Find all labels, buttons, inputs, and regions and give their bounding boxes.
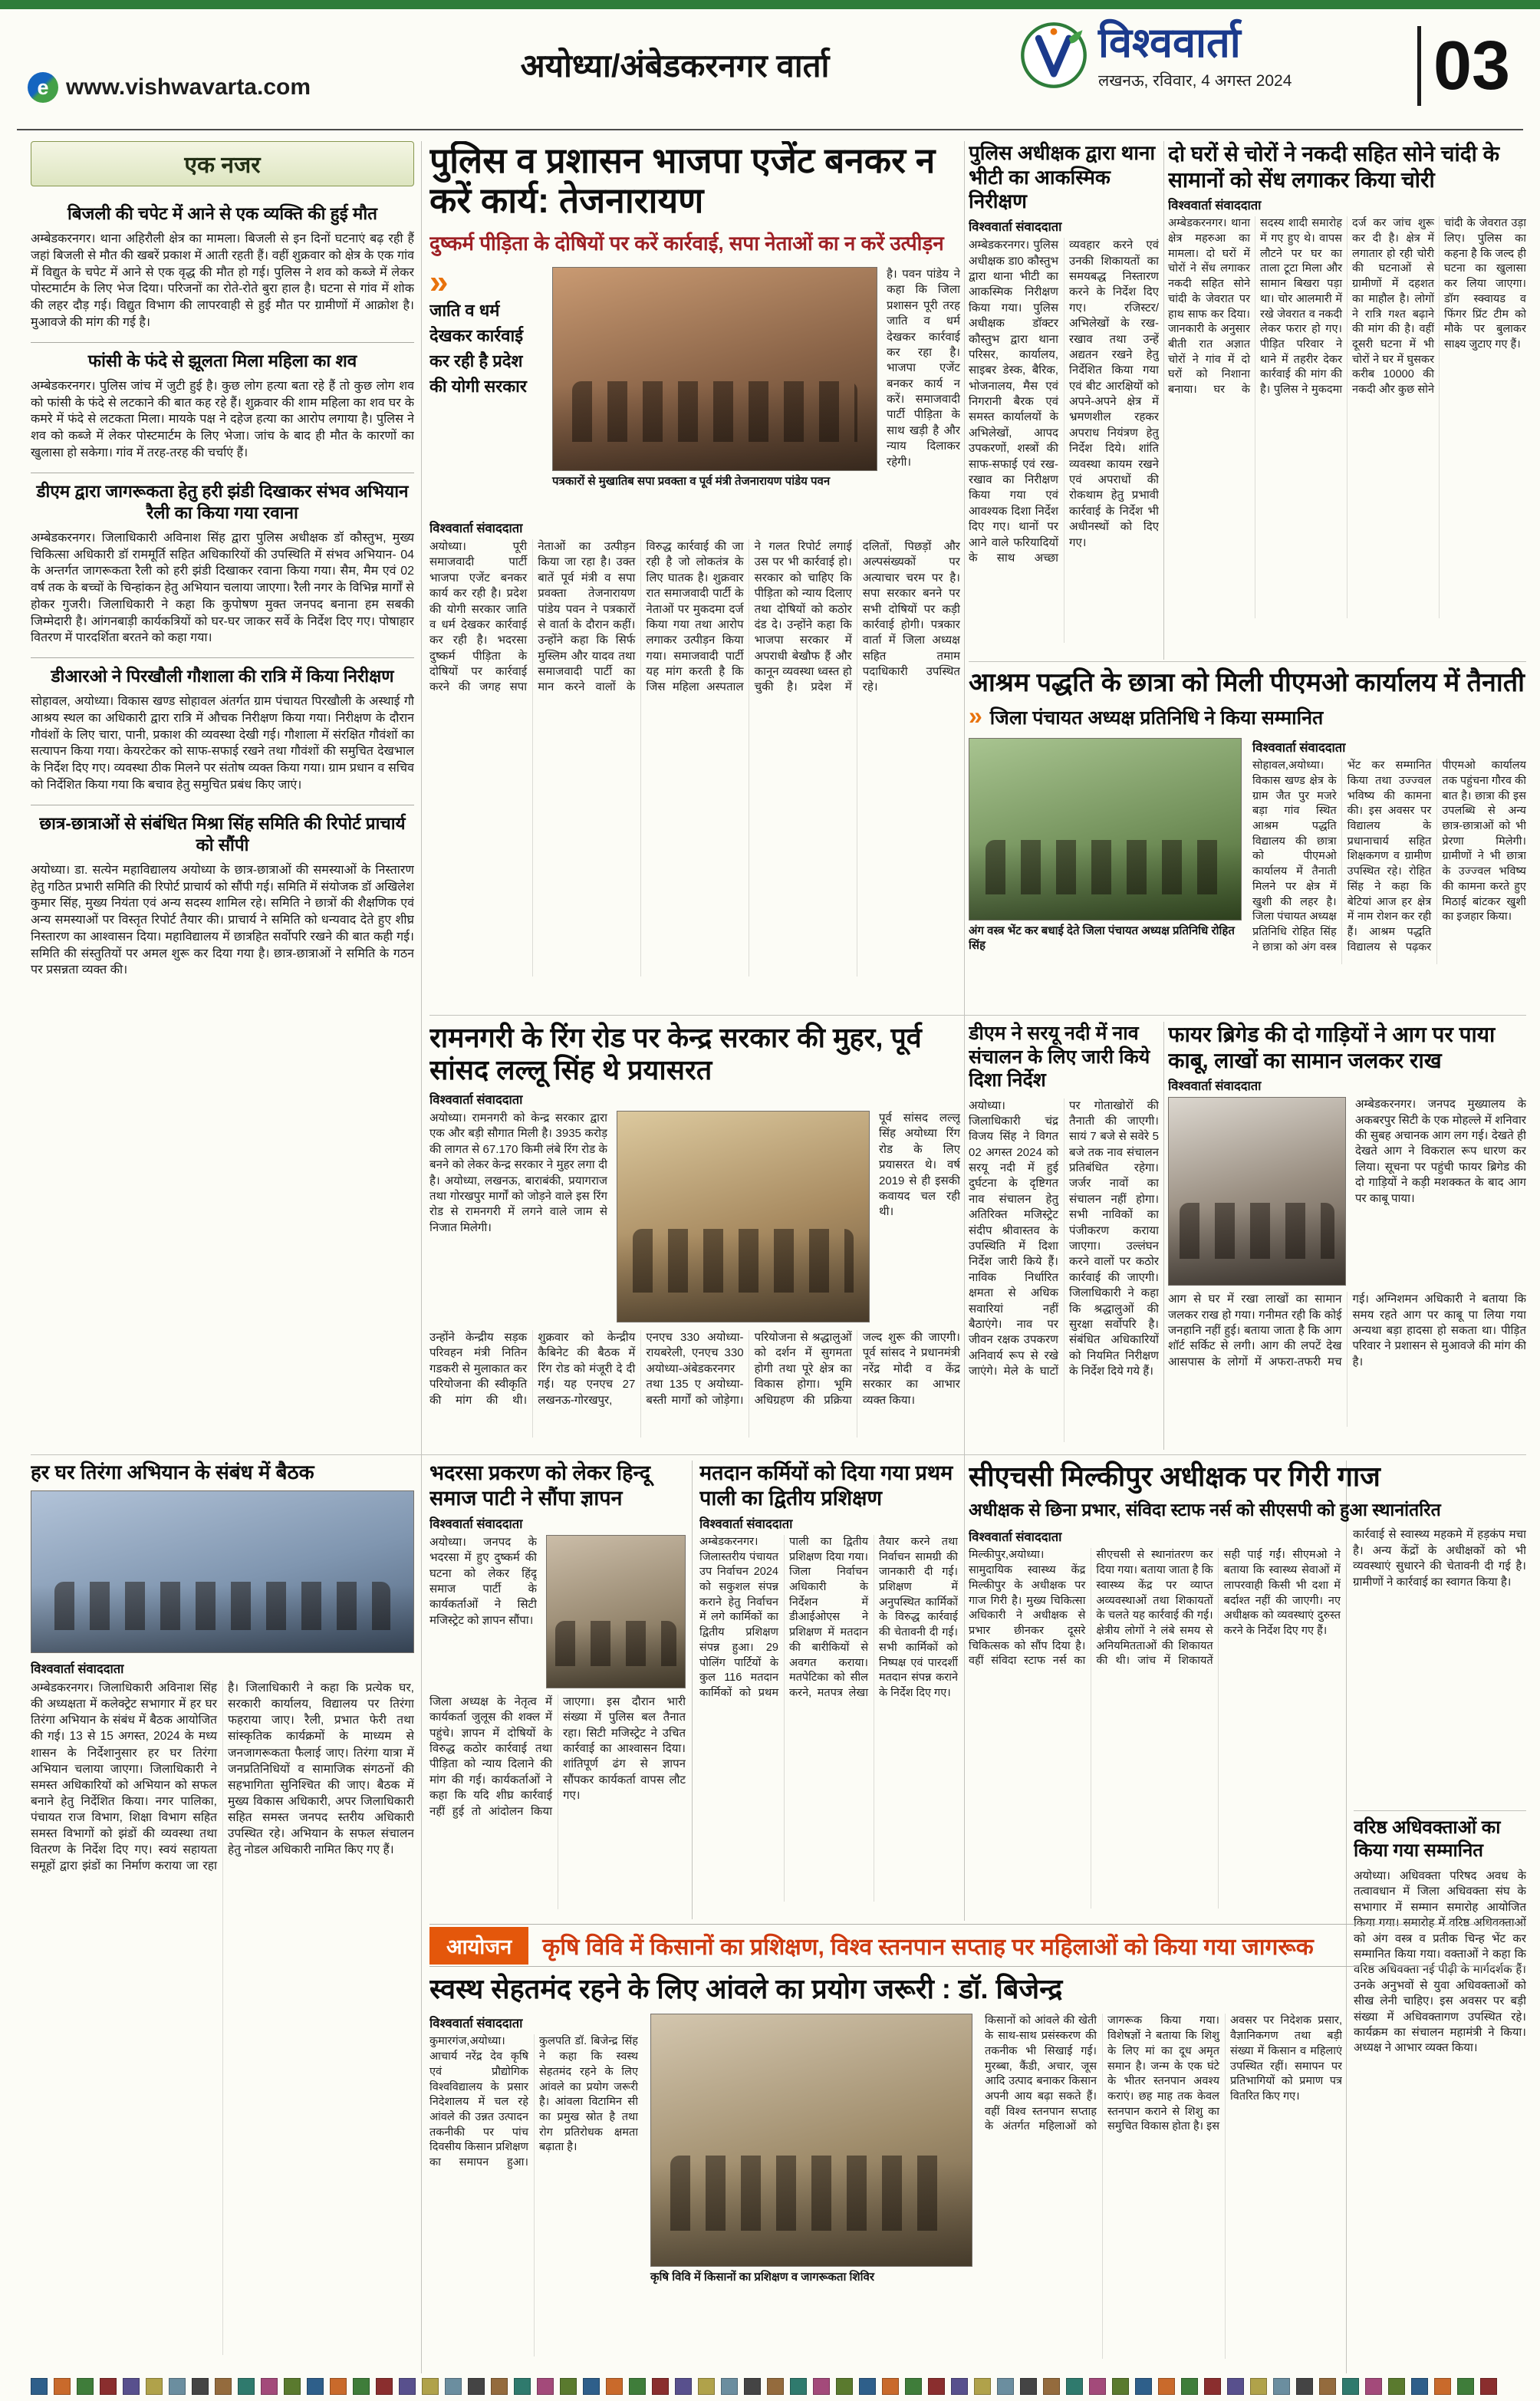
story-body: अम्बेडकरनगर। जिलाधिकारी अविनाश सिंह द्वारा पुलिस अधीक्षक डॉ कौस्तुभ, मुख्य चिकित्सा अधिकारी डॉ राममूर्ति सहित अधिकारियों की उपस्थिति में संभव अभियान- 04 के अन्तर्गत जागरूकता रैली को हरी झंडी दिखाकर रवाना किया गया। सैम, मैम एवं 02 वर्ष तक के बच्चों के चिन्हांकन हेतु अभियान चलाया जाएगा। रैली नगर के विभिन्न मार्गों से होकर गुजरी। जिलाधिकारी ने कहा कि कुपोषण मुक्त जनपद बनाना हम सबकी जिम्मेदारी है। आंगनबाड़ी कार्यकत्रियों को घर-घर जाकर सर्वे के निर्देश दिए गए। पोषाहार वितरण में पारदर्शिता बरतने को कहा गया।: [31, 531, 414, 645]
article-body: अम्बेडकरनगर। जिलास्तरीय पंचायत उप निर्वाचन 2024 को सकुशल संपन्न कराने हेतु निर्वाचन में लगे कार्मिकों का द्वितीय प्रशिक्षण संपन्न हुआ। 29 पोलिंग पार्टियों के कुल 116 मतदान कार्मिकों को प्रथम पाली का द्वितीय प्रशिक्षण दिया गया। जिला निर्वाचन अधिकारी के निर्देशन में डीआईओएस ने प्रशिक्षण में मतदान की बारीकियों से अवगत कराया। मतपेटिका को सील करने, मतपत्र लेखा तैयार करने तथा निर्वाचन सामग्री की जानकारी दी गई। प्रशिक्षण में अनुपस्थित कार्मिकों के विरुद्ध कार्रवाई की चेतावनी दी गई। सभी कार्मिकों को निष्पक्ष एवं पारदर्शी मतदान संपन्न कराने के निर्देश दिए गए।: [699, 1535, 958, 1700]
byline: विश्ववार्ता संवाददाता: [1168, 199, 1262, 213]
footer-strip-square: [1250, 2378, 1267, 2395]
footer-strip-square: [836, 2378, 853, 2395]
footer-strip-square: [31, 2378, 48, 2395]
article-fire-brigade: [1168, 1022, 1526, 1450]
byline: विश्ववार्ता संवाददाता: [429, 1517, 523, 1531]
article-body-sidecol: अम्बेडकरनगर। जनपद मुख्यालय के अकबरपुर सिटी के एक मोहल्ले में शनिवार की सुबह अचानक आग लग गई। देखते ही देखते आग ने विकराल रूप धारण कर लिया। सूचना पर पहुंची फायर ब्रिगेड की दो गाड़ियों ने कड़ी मशक्कत के बाद आग पर काबू पाया।: [1355, 1098, 1526, 1205]
footer-strip-square: [1273, 2378, 1290, 2395]
photo-felicitation: [969, 738, 1242, 921]
article-body: आग से घर में रखा लाखों का सामान जलकर राख हो गया। गनीमत रही कि कोई जनहानि नहीं हुई। बताया जाता है कि आग शॉर्ट सर्किट से लगी। आग की लपटें देख आसपास के लोगों में अफरा-तफरी मच गई। अग्निशमन अधिकारी ने बताया कि समय रहते आग पर काबू पा लिया गया अन्यथा बड़ा हादसा हो सकता था। पीड़ित परिवार ने प्रशासन से मुआवजे की मांग की है।: [1168, 1293, 1526, 1368]
article-amla-training: [429, 1973, 1342, 2373]
masthead-logo-icon: [1020, 21, 1088, 93]
article-bheeti-inspection: [969, 141, 1159, 657]
article-headline: फायर ब्रिगेड की दो गाड़ियों ने आग पर पाया काबू, लाखों का सामान जलकर राख: [1168, 1023, 1496, 1072]
sidebar-story-gaushala: [31, 658, 414, 805]
footer-strip-square: [215, 2378, 232, 2395]
article-body-sidecol: अयोध्या। जनपद के भदरसा में हुए दुष्कर्म की घटना को लेकर हिंदू समाज पार्टी के कार्यकर्ताओं ने सिटी मजिस्ट्रेट को ज्ञापन सौंपा।: [429, 1535, 537, 1627]
website-link[interactable]: [28, 72, 311, 103]
photo-training-session: [650, 2014, 972, 2267]
footer-strip-square: [1480, 2378, 1497, 2395]
article-body: अम्बेडकरनगर। थाना क्षेत्र महरुआ का मामला। दो घरों में चोरों ने सेंध लगाकर नकदी सहित सोने चांदी के जेवरात पर हाथ साफ कर दिया। जानकारी के अनुसार बीती रात अज्ञात चोरों ने गांव में दो घरों को निशाना बनाया। घर के सदस्य शादी समारोह में गए हुए थे। वापस लौटने पर घर का ताला टूटा मिला और सामान बिखरा पड़ा था। चोर आलमारी में रखे जेवरात व नकदी लेकर फरार हो गए। पीड़ित परिवार ने थाने में तहरीर देकर कार्रवाई की मांग की है। पुलिस ने मुकदमा दर्ज कर जांच शुरू कर दी है। क्षेत्र में लगातार हो रही चोरी की घटनाओं से ग्रामीणों में दहशत का माहौल है। लोगों ने रात्रि गश्त बढ़ाने की मांग की है। वहीं दूसरी घटना में भी चोरों ने घर में घुसकर करीब 10000 की नकदी और कुछ सोने चांदी के जेवरात उड़ा लिए। पुलिस का कहना है कि जल्द ही घटना का खुलासा कर लिया जाएगा। डॉग स्क्वायड व फिंगर प्रिंट टीम को मौके पर बुलाकर साक्ष्य जुटाए गए हैं।: [1168, 217, 1526, 397]
footer-strip-square: [1181, 2378, 1198, 2395]
footer-strip-square: [77, 2378, 94, 2395]
pull-quote: जाति व धर्म देखकर कार्रवाई कर रही है प्रदेश की योगी सरकार: [429, 300, 527, 396]
footer-strip-square: [560, 2378, 577, 2395]
section-label-ek-najar: एक नजर: [31, 141, 414, 186]
byline: विश्ववार्ता संवाददाता: [429, 2017, 523, 2031]
footer-strip-square: [353, 2378, 370, 2395]
column-rule: [692, 1461, 693, 1919]
masthead: [1020, 21, 1327, 93]
footer-strip-square: [629, 2378, 646, 2395]
article-headline: हर घर तिरंगा अभियान के संबंध में बैठक: [31, 1461, 314, 1484]
article-sarayu-boats: [969, 1022, 1159, 1450]
sidebar-one-glance: [31, 141, 414, 1450]
footer-strip-square: [1411, 2378, 1428, 2395]
subhead-marker-icon: »: [969, 702, 982, 730]
footer-strip-square: [1204, 2378, 1221, 2395]
article-subhead: जिला पंचायत अध्यक्ष प्रतिनिधि ने किया सम्मानित: [989, 707, 1324, 730]
footer-strip-square: [54, 2378, 71, 2395]
story-body: अम्बेडकरनगर। थाना अहिरौली क्षेत्र का मामला। बिजली से इन दिनों घटनाएं बढ़ रही हैं जहां बिजली से मौत की खबरें प्रकाश में आती रहती हैं। वहीं शुक्रवार को क्षेत्र के एक गांव में विद्युत के चपेट में आने से एक वृद्ध की मौत हो गई। पुलिस ने शव को कब्जे में लेकर पोस्टमार्टम के लिए भेज दिया। परिजनों का रोते-रोते बुरा हाल है। घटना से गांव में शोक की लहर दौड़ गई। विद्युत विभाग की लापरवाही से हुई मौत पर ग्रामीणों में आक्रोश है। मुआवजे की मांग की गई है।: [31, 232, 414, 329]
byline: विश्ववार्ता संवाददाता: [969, 220, 1062, 235]
footer-strip-square: [606, 2378, 623, 2395]
masthead-name: विश्ववार्ता: [1098, 20, 1241, 66]
photo-caption: अंग वस्त्र भेंट कर बधाई देते जिला पंचायत अध्यक्ष प्रतिनिधि रोहित सिंह: [969, 924, 1235, 952]
photo-caption: पत्रकारों से मुखातिब सपा प्रवक्ता व पूर्व मंत्री तेजनारायण पांडेय पवन: [552, 474, 831, 488]
column-rule: [421, 141, 422, 2373]
footer-strip-square: [1089, 2378, 1106, 2395]
footer-strip-square: [1319, 2378, 1336, 2395]
footer-strip-square: [123, 2378, 140, 2395]
column-rule: [1163, 141, 1164, 660]
footer-strip-square: [100, 2378, 117, 2395]
footer-strip-square: [445, 2378, 462, 2395]
footer-strip-square: [1388, 2378, 1405, 2395]
article-body: मिल्कीपुर,अयोध्या। सामुदायिक स्वास्थ्य केंद्र मिल्कीपुर के अधीक्षक पर गाज गिरी है। मुख्य चिकित्सा अधिकारी ने अधीक्षक से प्रभार छीनकर दूसरे चिकित्सक को सौंप दिया है। वहीं संविदा स्टाफ नर्स का सीएचसी से स्थानांतरण कर दिया गया। बताया जाता है कि स्वास्थ्य केंद्र पर व्याप्त अव्यवस्थाओं तथा शिकायतों के चलते यह कार्रवाई की गई। क्षेत्रीय लोगों ने लंबे समय से अनियमितताओं की शिकायत की थी। जांच में शिकायतें सही पाई गईं। सीएमओ ने बताया कि स्वास्थ्य सेवाओं में लापरवाही किसी भी दशा में बर्दाश्त नहीं की जाएगी। नए अधीक्षक को व्यवस्थाएं दुरुस्त करने के निर्देश दिए गए हैं।: [969, 1549, 1341, 1668]
footer-strip-square: [698, 2378, 715, 2395]
footer-strip-square: [1112, 2378, 1129, 2395]
byline: विश्ववार्ता संवाददाता: [1168, 1079, 1262, 1094]
column-rule: [964, 141, 965, 1921]
article-headline: पुलिस अधीक्षक द्वारा थाना भीटी का आकस्मिक निरीक्षण: [969, 141, 1156, 213]
section-rule: [31, 1454, 1526, 1455]
aayojan-band: [429, 1924, 1526, 1967]
article-body-sidecol: पूर्व सांसद लल्लू सिंह अयोध्या रिंग रोड के लिए प्रयासरत थे। वर्ष 2019 से ही इसकी कवायद चल रही थी।: [879, 1111, 960, 1219]
byline: विश्ववार्ता संवाददाता: [31, 1662, 124, 1677]
article-headline: पुलिस व प्रशासन भाजपा एजेंट बनकर न करें कार्य: तेजनारायण: [429, 141, 936, 220]
story-headline: डीआरओ ने पिरखौली गौशाला की रात्रि में किया निरीक्षण: [51, 667, 394, 686]
story-headline: डीएम द्वारा जागरूकता हेतु हरी झंडी दिखाकर संभव अभियान रैली का किया गया रवाना: [36, 481, 409, 522]
footer-strip-square: [284, 2378, 301, 2395]
page-number-divider: [1417, 26, 1421, 106]
article-tejnarayan: [429, 141, 960, 1011]
footer-strip-square: [307, 2378, 324, 2395]
section-rule: [969, 661, 1526, 662]
page-number-value: 03: [1433, 28, 1511, 104]
section-rule: [429, 1015, 1526, 1016]
article-body-sidecol: है। पवन पांडेय ने कहा कि जिला प्रशासन पूरी तरह जाति व धर्म देखकर कार्रवाई कर रहा है। भाजपा एजेंट बनकर कार्य न करें। समाजवादी पार्टी पीड़िता के साथ खड़ी है और न्याय दिलाकर रहेगी।: [887, 267, 960, 469]
article-body-leftcol: अयोध्या। रामनगरी को केन्द्र सरकार द्वारा एक और बड़ी सौगात मिली है। 3935 करोड़ की लागत से 67.170 किमी लंबे रिंग रोड के बनने को लेकर केन्द्र सरकार ने मुहर लगा दी है। अयोध्या, लखनऊ, बाराबंकी, प्रयागराज तथा गोरखपुर मार्गों को जोड़ने वाले इस रिंग रोड से रामनगरी में लगने वाले जाम से निजात मिलेगी।: [429, 1111, 607, 1234]
article-polling-training: [699, 1461, 958, 1919]
story-body: सोहावल, अयोध्या। विकास खण्ड सोहावल अंतर्गत ग्राम पंचायत पिरखौली के अस्थाई गौ आश्रय स्थल का अधिकारी द्वारा रात्रि में औचक निरीक्षण किया गया। निरीक्षण के दौरान गौवंशों के लिए चारा, पानी, प्रकाश की व्यवस्था देखी गई। गौशाला में संरक्षित गौवंशों का सत्यापन किया गया। केयरटेकर को साफ-सफाई रखने तथा गौवंशों की समुचित देखभाल के निर्देश दिए गए। व्यवस्था ठीक मिलने पर संतोष व्यक्त किया गया। ग्राम प्रधान व सचिव को निर्देशित किया गया कि बचाव हेतु समुचित प्रबंध किए जाएं।: [31, 695, 414, 792]
footer-strip-square: [1434, 2378, 1451, 2395]
footer-strip-square: [1342, 2378, 1359, 2395]
aayojan-label: आयोजन: [429, 1927, 528, 1965]
article-body-rightcol: कार्रवाई से स्वास्थ्य महकमे में हड़कंप मचा है। अन्य केंद्रों के अधीक्षकों को भी व्यवस्थाएं सुधारने की चेतावनी दी गई है। ग्रामीणों ने कार्रवाई का स्वागत किया है।: [1353, 1528, 1526, 1589]
footer-strip-square: [882, 2378, 899, 2395]
article-headline: भदरसा प्रकरण को लेकर हिन्दू समाज पाटी ने सौंपा ज्ञापन: [429, 1461, 651, 1510]
sidebar-story-hanging: [31, 343, 414, 473]
footer-strip-square: [468, 2378, 485, 2395]
article-headline: मतदान कर्मियों को दिया गया प्रथम पाली का द्वितीय प्रशिक्षण: [699, 1461, 953, 1510]
article-body: जिला अध्यक्ष के नेतृत्व में कार्यकर्ता जुलूस की शक्ल में पहुंचे। ज्ञापन में दोषियों के विरुद्ध कठोर कार्रवाई तथा पीड़िता को न्याय दिलाने की मांग की गई। कार्यकर्ताओं ने कहा कि यदि शीघ्र कार्रवाई नहीं हुई तो आंदोलन किया जाएगा। इस दौरान भारी संख्या में पुलिस बल तैनात रहा। सिटी मजिस्ट्रेट ने उचित कार्रवाई का आश्वासन दिया। शांतिपूर्ण ढंग से ज्ञापन सौंपकर कार्यकर्ता वापस लौट गए।: [429, 1695, 686, 1818]
footer-strip-square: [767, 2378, 784, 2395]
sidebar-story-dm-rally: [31, 473, 414, 659]
footer-strip-square: [652, 2378, 669, 2395]
page-number: [1417, 26, 1510, 106]
article-senior-advocates: [1354, 1816, 1526, 2373]
story-headline: बिजली की चपेट में आने से एक व्यक्ति की हुई मौत: [67, 204, 378, 223]
footer-strip-square: [146, 2378, 163, 2395]
footer-strip-square: [675, 2378, 692, 2395]
article-body: सोहावल,अयोध्या। विकास खण्ड क्षेत्र के ग्राम जैत पुर मजरे बड़ा गांव स्थित आश्रम पद्धति विद्यालय की छात्रा को पीएमओ कार्यालय में तैनाती मिलने पर क्षेत्र में खुशी की लहर है। जिला पंचायत अध्यक्ष प्रतिनिधि रोहित सिंह ने छात्रा को अंग वस्त्र भेंट कर सम्मानित किया तथा उज्ज्वल भविष्य की कामना की। इस अवसर पर विद्यालय के प्रधानाचार्य सहित शिक्षकगण व ग्रामीण उपस्थित रहे। रोहित सिंह ने कहा कि बेटियां आज हर क्षेत्र में नाम रोशन कर रही हैं। आश्रम पद्धति विद्यालय से पढ़कर पीएमओ कार्यालय तक पहुंचना गौरव की बात है। छात्रा की इस उपलब्धि से अन्य छात्र-छात्राओं को भी प्रेरणा मिलेगी। ग्रामीणों ने भी छात्रा के उज्ज्वल भविष्य की कामना करते हुए मिठाई बांटकर खुशी का इजहार किया।: [1252, 759, 1526, 953]
footer-strip-square: [859, 2378, 876, 2395]
photo-memorandum-handover: [546, 1535, 686, 1688]
article-body: अयोध्या। पूरी समाजवादी पार्टी भाजपा एजेंट बनकर कार्य कर रही है। प्रदेश की योगी सरकार जाति व धर्म देखकर कार्रवाई कर रही है। भदरसा दुष्कर्म पीड़िता के दोषियों पर कार्रवाई करने की जगह सपा नेताओं का उत्पीड़न किया जा रहा है। उक्त बातें पूर्व मंत्री व सपा प्रवक्ता तेजनारायण पांडेय पवन ने पत्रकारों से वार्ता के दौरान कहीं। उन्होंने कहा कि सिर्फ मुस्लिम और यादव तथा समाजवादी पार्टी का मान करने वालों के विरुद्ध कार्रवाई की जा रही है जो लोकतंत्र के लिए घातक है। शुक्रवार रात समाजवादी पार्टी के नेताओं पर मुकदमा दर्ज किया गया तथा आरोप लगाकर उत्पीड़न किया गया। समाजवादी पार्टी यह मांग करती है कि जिस महिला अस्पताल ने गलत रिपोर्ट लगाई उस पर भी कार्रवाई हो। सरकार को चाहिए कि पीड़िता को न्याय दिलाए तथा दोषियों को कठोर दंड दे। उन्होंने कहा कि भाजपा सरकार में अपराधी बेखौफ हैं और कानून व्यवस्था ध्वस्त हो चुकी है। प्रदेश में दलितों, पिछड़ों और अल्पसंख्यकों पर अत्याचार चरम पर है। सपा सरकार बनने पर सभी दोषियों पर कड़ी कार्रवाई होगी। पत्रकार वार्ता में जिला अध्यक्ष सहित तमाम पदाधिकारी उपस्थित रहे।: [429, 539, 960, 694]
footer-strip-square: [261, 2378, 278, 2395]
article-body: उन्होंने केन्द्रीय सड़क परिवहन मंत्री नितिन गडकरी से मुलाकात कर परियोजना की स्वीकृति की मांग की थी। शुक्रवार को केन्द्रीय कैबिनेट की बैठक में रिंग रोड को मंजूरी दे दी गई। यह एनएच 27 लखनऊ-गोरखपुर, एनएच 330 अयोध्या-रायबरेली, एनएच 330 अयोध्या-अंबेडकरनगर तथा 135 ए अयोध्या-बस्ती मार्गों को जोड़ेगा। परियोजना से श्रद्धालुओं को दर्शन में सुगमता होगी तथा पूरे क्षेत्र का विकास होगा। भूमि अधिग्रहण की प्रक्रिया जल्द शुरू की जाएगी। पूर्व सांसद ने प्रधानमंत्री नरेंद्र मोदी व केंद्र सरकार का आभार व्यक्त किया।: [429, 1330, 960, 1407]
article-headline: सीएचसी मिल्कीपुर अधीक्षक पर गिरी गाज: [969, 1461, 1380, 1492]
footer-strip-square: [1457, 2378, 1474, 2395]
photo-meeting-hall: [31, 1490, 414, 1653]
footer-strip: [31, 2378, 1526, 2395]
story-headline: फांसी के फंदे से झूलता मिला महिला का शव: [87, 351, 357, 371]
footer-strip-square: [813, 2378, 830, 2395]
byline: विश्ववार्ता संवाददाता: [699, 1517, 793, 1531]
photo-caption: कृषि विवि में किसानों का प्रशिक्षण व जागरूकता शिविर: [650, 2271, 874, 2284]
footer-strip-square: [974, 2378, 991, 2395]
website-url: www.vishwavarta.com: [66, 74, 311, 100]
article-body: अम्बेडकरनगर। पुलिस अधीक्षक डा0 कौस्तुभ द्वारा थाना भीटी का आकस्मिक निरीक्षण किया गया। पुलिस अधीक्षक डॉक्टर कौस्तुभ द्वारा थाना परिसर, कार्यालय, साइबर डेस्क, बैरिक, भोजनालय, मैस एवं निगरानी बैरक एवं समस्त कार्यालयों के अभिलेखों, आपद उपकरणों, शस्त्रों की साफ-सफाई एवं रख-रखाव का निरीक्षण किया गया एवं आवश्यक दिशा निर्देश दिए गए। थानों पर आने वाले फरियादियों के साथ अच्छा व्यवहार करने एवं उनकी शिकायतों का समयबद्ध निस्तारण करने के निर्देश दिए गए। रजिस्टर/अभिलेखों के रख-रखाव तथा उन्हें अद्यतन रखने हेतु निर्देशित किया गया एवं बीट आरक्षियों को अपने-अपने क्षेत्र में भ्रमणशील रहकर अपराध नियंत्रण हेतु निर्देश दिये। शांति व्यवस्था कायम रखने एवं अपराधों की रोकथाम हेतु प्रभावी कार्रवाई के निर्देश भी अधीनस्थों को दिए गए।: [969, 239, 1159, 565]
footer-strip-square: [1066, 2378, 1083, 2395]
article-headline: रामनगरी के रिंग रोड पर केन्द्र सरकार की मुहर, पूर्व सांसद लल्लू सिंह थे प्रयासरत: [429, 1022, 922, 1086]
article-subhead: दुष्कर्म पीड़िता के दोषियों पर करें कार्रवाई, सपा नेताओं का न करें उत्पीड़न: [429, 231, 944, 255]
page-section-title: अयोध्या/अंबेडकरनगर वार्ता: [520, 48, 830, 84]
globe-e-icon: e: [28, 72, 58, 103]
photo-ring-road-event: [617, 1111, 870, 1322]
footer-strip-square: [1158, 2378, 1175, 2395]
byline: विश्ववार्ता संवाददाता: [969, 1530, 1062, 1545]
article-bhadarsa-memorandum: [429, 1461, 686, 1919]
article-ring-road: [429, 1022, 960, 1450]
story-body: अयोध्या। डा. सत्येन महाविद्यालय अयोध्या के छात्र-छात्राओं की समस्याओं के निस्तारण हेतु गठित प्रभारी समिति की रिपोर्ट प्राचार्य को सौंपी गई। समिति में संयोजक डॉ अखिलेश कुमार सिंह, मुख्य नियंता एवं अन्य सदस्य शामिल रहे। समिति ने छात्रों की शैक्षणिक एवं अन्य समस्याओं पर विस्तृत रिपोर्ट तैयार की। प्राचार्य ने समिति को धन्यवाद देते हुए शीघ्र निस्तारण का आश्वासन दिया। महाविद्यालय में छात्रहित सर्वोपरि रखने की बात कही गई। समिति की संस्तुतियों पर अमल शुरू कर दिया गया है। छात्र-छात्राओं ने समिति के गठन पर प्रसन्नता व्यक्त की।: [31, 863, 414, 977]
footer-strip-square: [721, 2378, 738, 2395]
footer-strip-square: [744, 2378, 761, 2395]
footer-strip-square: [399, 2378, 416, 2395]
article-body: अयोध्या। अधिवक्ता परिषद अवध के तत्वावधान में जिला अधिवक्ता संघ के सभागार में सम्मान समारोह आयोजित किया गया। समारोह में वरिष्ठ अधिवक्ताओं को अंग वस्त्र व प्रतीक चिन्ह भेंट कर सम्मानित किया गया। वक्ताओं ने कहा कि वरिष्ठ अधिवक्ता नई पीढ़ी के मार्गदर्शक हैं। उनके अनुभवों से युवा अधिवक्ताओं को सीख लेनी चाहिए। इस अवसर पर बड़ी संख्या में अधिवक्तागण उपस्थित रहे। कार्यक्रम का संचालन महामंत्री ने किया। अध्यक्ष ने आभार व्यक्त किया।: [1354, 1869, 1526, 2055]
article-body-left: कुमारगंज,अयोध्या। आचार्य नरेंद्र देव कृषि एवं प्रौद्योगिक विश्वविद्यालय के प्रसार निदेशालय में चल रहे आंवले की उन्नत उत्पादन तकनीकी पर पांच दिवसीय किसान प्रशिक्षण का समापन हुआ। कुलपति डॉ. बिजेन्द्र सिंह ने कहा कि स्वस्थ सेहतमंद रहने के लिए आंवले का प्रयोग जरूरी है। आंवला विटामिन सी का प्रमुख स्रोत है तथा रोग प्रतिरोधक क्षमता बढ़ाता है।: [429, 2035, 638, 2169]
footer-strip-square: [169, 2378, 186, 2395]
article-body: अम्बेडकरनगर। जिलाधिकारी अविनाश सिंह की अध्यक्षता में कलेक्ट्रेट सभागार में हर घर तिरंगा अभियान के संबंध में बैठक आयोजित की गई। 13 से 15 अगस्त, 2024 के मध्य शासन के निर्देशानुसार हर घर तिरंगा अभियान चलाया जाएगा। जिलाधिकारी ने समस्त अधिकारियों को अभियान को सफल बनाने हेतु निर्देशित किया। नगर पालिका, पंचायत राज विभाग, शिक्षा विभाग सहित समस्त विभागों को झंडों की व्यवस्था तथा वितरण के निर्देश दिए गए। स्वयं सहायता समूहों द्वारा झंडों का निर्माण कराया जा रहा है। जिलाधिकारी ने कहा कि प्रत्येक घर, सरकारी कार्यालय, विद्यालय पर तिरंगा फहराया जाए। रैली, प्रभात फे‍री तथा सांस्कृतिक कार्यक्रमों के माध्यम से जनजागरूकता फैलाई जाए। तिरंगा यात्रा में जनप्रतिनिधियों व सामाजिक संगठनों की सहभागिता सुनिश्चित की जाए। बैठक में मुख्य विकास अधिकारी, अपर जिलाधिकारी सहित समस्त जनपद स्तरीय अधिकारी उपस्थित रहे। अभियान के सफल संचालन हेतु नोडल अधिकारी नामित किए गए हैं।: [31, 1681, 414, 1873]
footer-strip-square: [928, 2378, 945, 2395]
top-accent-bar: [0, 0, 1540, 9]
footer-strip-square: [376, 2378, 393, 2395]
byline: विश्ववार्ता संवाददाता: [429, 521, 523, 535]
sidebar-story-committee-report: [31, 805, 414, 990]
article-body: अयोध्या। जिलाधिकारी चंद्र विजय सिंह ने विगत 02 अगस्त 2024 को सरयू नदी में हुई दुर्घटना के दृष्टिगत नाव संचालन हेतु अतिरिक्त मजिस्ट्रेट संदीप श्रीवास्तव के उपस्थिति में दिशा निर्देश जारी किये हैं। नाविक निर्धारित क्षमता से अधिक सवारियां नहीं बैठाएंगे। नाव पर जीवन रक्षक उपकरण अनिवार्य रूप से रखे जाएंगे। मेले के घाटों पर गोताखोरों की तैनाती की जाएगी। सायं 7 बजे से सवेरे 5 बजे तक नाव संचालन प्रतिबंधित रहेगा। जर्जर नावों का संचालन नहीं होगा। सभी नाविकों का पंजीकरण कराया जाएगा। उल्लंघन करने वालों पर कठोर कार्रवाई की जाएगी। जिलाधिकारी ने कहा कि श्रद्धालुओं की सुरक्षा सर्वोपरि है। संबंधित अधिकारियों को नियमित निरीक्षण के निर्देश दिये गये हैं।: [969, 1098, 1159, 1378]
footer-strip-square: [583, 2378, 600, 2395]
article-theft: [1168, 141, 1526, 657]
footer-strip-square: [1135, 2378, 1152, 2395]
article-headline: डीएम ने सरयू नदी में नाव संचालन के लिए जारी किये दिशा निर्देश: [969, 1023, 1150, 1091]
aayojan-headline: कृषि विवि में किसानों का प्रशिक्षण, विश्व स्तनपान सप्ताह पर महिलाओं को किया गया जागरूक: [542, 1934, 1314, 1960]
footer-strip-square: [1020, 2378, 1037, 2395]
footer-strip-square: [1296, 2378, 1313, 2395]
photo-press-conference: [552, 267, 877, 471]
footer-strip-square: [192, 2378, 209, 2395]
footer-strip-square: [537, 2378, 554, 2395]
byline: विश्ववार्ता संवाददाता: [429, 1092, 523, 1107]
footer-strip-square: [1227, 2378, 1244, 2395]
article-headline: वरिष्ठ अधिवक्ताओं का किया गया सम्मानित: [1354, 1817, 1501, 1861]
footer-strip-square: [1043, 2378, 1060, 2395]
footer-strip-square: [997, 2378, 1014, 2395]
photo-fire-scene: [1168, 1097, 1346, 1286]
article-tiranga-meeting: [31, 1461, 414, 2373]
footer-strip-square: [514, 2378, 531, 2395]
footer-strip-square: [491, 2378, 508, 2395]
footer-strip-square: [951, 2378, 968, 2395]
article-headline: स्वस्थ सेहतमंद रहने के लिए आंवले का प्रयोग जरूरी : डॉ. बिजेन्द्र: [429, 1973, 1063, 2004]
sidebar-story-electrocution: [31, 196, 414, 343]
header-rule: [17, 129, 1523, 130]
column-rule: [1163, 1022, 1164, 1450]
footer-strip-square: [905, 2378, 922, 2395]
article-headline: आश्रम पद्धति के छात्रा को मिली पीएमओ कार्यालय में तैनाती: [969, 668, 1525, 697]
story-body: अम्बेडकरनगर। पुलिस जांच में जुटी हुई है। कुछ लोग हत्या बता रहे हैं तो कुछ लोग शव को फांसी के फंदे से लटकाने की बात कह रहे हैं। शुक्रवार की शाम महिला का शव घर के कमरे में फंदे से लटकता मिला। मायके पक्ष ने दहेज हत्या का आरोप लगाया है। पुलिस ने शव को कब्जे में लेकर पोस्टमार्टम के लिए भेजा। जांच के बाद ही मौत के कारणों का खुलासा हो सकेगा। गांव में तरह-तरह की चर्चाएं हैं।: [31, 379, 414, 459]
byline: विश्ववार्ता संवाददाता: [1252, 741, 1346, 756]
article-ashram-posting: [969, 667, 1526, 1011]
footer-strip-square: [422, 2378, 439, 2395]
footer-strip-square: [790, 2378, 807, 2395]
article-headline: दो घरों से चोरों ने नकदी सहित सोने चांदी के सामानों को सेंध लगाकर किया चोरी: [1168, 142, 1500, 192]
story-headline: छात्र-छात्राओं से संबंधित मिश्रा सिंह समिति की रिपोर्ट प्राचार्य को सौंपी: [39, 813, 406, 855]
edition-line: लखनऊ, रविवार, 4 अगस्त 2024: [1098, 71, 1292, 90]
footer-strip-square: [1365, 2378, 1382, 2395]
article-subhead: अधीक्षक से छिना प्रभार, संविदा स्टाफ नर्स को सीएसपी को हुआ स्थानांतरित: [969, 1500, 1441, 1520]
quote-marker-icon: »: [429, 262, 449, 301]
footer-strip-square: [330, 2378, 347, 2395]
footer-strip-square: [238, 2378, 255, 2395]
article-body-right: किसानों को आंवले की खेती के साथ-साथ प्रसंस्करण की तकनीक भी सिखाई गई। मुरब्बा, कैंडी, अचार, जूस आदि उत्पाद बनाकर किसान अपनी आय बढ़ा सकते हैं। वहीं विश्व स्तनपान सप्ताह के अंतर्गत महिलाओं को जागरूक किया गया। विशेषज्ञों ने बताया कि शिशु के लिए मां का दूध अमृत समान है। जन्म के एक घंटे के भीतर स्तनपान अवश्य कराएं। छह माह तक केवल स्तनपान कराने से शिशु का समुचित विकास होता है। इस अवसर पर निदेशक प्रसार, वैज्ञानिकगण तथा बड़ी संख्या में किसान व महिलाएं उपस्थित रहीं। समापन पर प्रतिभागियों को प्रमाण पत्र वितरित किए गए।: [985, 2014, 1342, 2133]
